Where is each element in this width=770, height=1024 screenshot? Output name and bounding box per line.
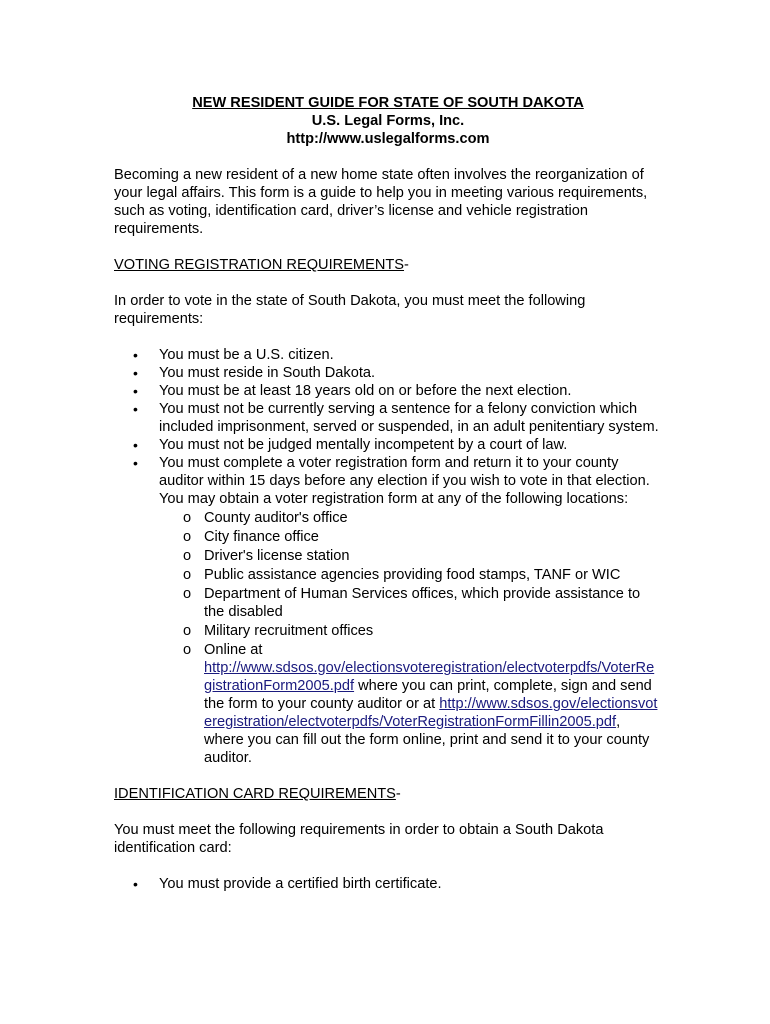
sub-bullet-icon: o	[183, 586, 192, 602]
sub-bullet-icon: o	[183, 548, 192, 564]
sub-list-item	[159, 547, 662, 565]
document-header	[114, 94, 662, 148]
sub-bullet-icon: o	[183, 510, 192, 526]
sub-list-item-text: City finance office	[204, 529, 319, 545]
list-item	[114, 436, 662, 454]
list-item-text: You must not be judged mentally incompetent by a court of law.	[159, 437, 568, 453]
idcard-heading	[114, 785, 662, 803]
online-suffix: , where you can fill out the form online, print and send it to your county auditor.	[204, 714, 650, 766]
sub-list-item	[159, 622, 662, 640]
list-item	[114, 364, 662, 382]
sub-list-item	[159, 528, 662, 546]
sub-bullet-icon: o	[183, 642, 192, 658]
voting-requirements-list	[114, 346, 662, 767]
sub-list-item-text: Public assistance agencies providing food stamps, TANF or WIC	[204, 567, 621, 583]
sub-bullet-icon: o	[183, 623, 192, 639]
voting-heading-text: VOTING REGISTRATION REQUIREMENTS	[114, 257, 405, 273]
sub-list-item-text: County auditor's office	[204, 510, 348, 526]
bullet-icon: •	[133, 383, 138, 399]
list-item-text: You must be a U.S. citizen.	[159, 347, 334, 363]
list-item	[114, 454, 662, 767]
sub-list-item	[159, 585, 662, 621]
bullet-icon: •	[133, 401, 138, 417]
list-item	[114, 875, 662, 893]
intro-paragraph: Becoming a new resident of a new home state often involves the reorganization of your legal affairs. This form is a guide to help you in meeting various requirements, such as voting, identification card, driver’s license and vehicle registration requirements.	[114, 167, 648, 237]
idcard-heading-suffix: -	[395, 786, 401, 802]
bullet-icon: •	[133, 365, 138, 381]
idcard-requirements-list	[114, 875, 662, 893]
list-item-text: You must reside in South Dakota.	[159, 365, 376, 381]
bullet-icon: •	[133, 455, 138, 471]
list-item-text: You must not be currently serving a sentence for a felony conviction which included imprisonment, served or suspended, in an adult penitentiary system.	[159, 401, 659, 435]
online-middle: where you can print, complete, sign and send the form to your county auditor or at	[204, 678, 652, 712]
voting-heading-suffix: -	[404, 257, 409, 273]
list-item-text: You must provide a certified birth certificate.	[159, 876, 442, 892]
sub-list-item	[159, 566, 662, 584]
bullet-icon: •	[133, 876, 138, 892]
bullet-icon: •	[133, 437, 138, 453]
list-item-text: You must complete a voter registration form and return it to your county auditor within 15 days before any election if you wish to vote in that election. You may obtain a voter registration form at any of the following locations:	[159, 455, 650, 507]
idcard-heading-text: IDENTIFICATION CARD REQUIREMENTS	[114, 786, 396, 802]
list-item-text: You must be at least 18 years old on or before the next election.	[159, 383, 572, 399]
company-website: http://www.uslegalforms.com	[286, 131, 490, 147]
voter-registration-fillin-link[interactable]: http://www.sdsos.gov/electionsvoteregistration/electvoterpdfs/VoterRegistrationFormFillin2005.pdf	[204, 696, 658, 730]
voting-heading	[114, 256, 662, 274]
list-item	[114, 400, 662, 436]
sub-bullet-icon: o	[183, 567, 192, 583]
sub-list-item-text: Department of Human Services offices, which provide assistance to the disabled	[204, 586, 641, 620]
voting-lead: In order to vote in the state of South Dakota, you must meet the following requirements:	[114, 293, 586, 327]
voter-registration-form-link[interactable]: http://www.sdsos.gov/electionsvoteregistration/electvoterpdfs/VoterRegistrationForm2005.pdf	[204, 660, 655, 694]
sub-list-item-online	[159, 641, 662, 767]
sub-bullet-icon: o	[183, 529, 192, 545]
bullet-icon: •	[133, 347, 138, 363]
registration-locations-list	[159, 509, 662, 767]
online-prefix: Online at	[204, 642, 263, 658]
document-title: NEW RESIDENT GUIDE FOR STATE OF SOUTH DAKOTA	[192, 95, 584, 111]
company-name: U.S. Legal Forms, Inc.	[311, 113, 465, 129]
document-page	[114, 94, 662, 893]
sub-list-item-text: Driver's license station	[204, 548, 350, 564]
sub-list-item-text: Military recruitment offices	[204, 623, 374, 639]
sub-list-item	[159, 509, 662, 527]
list-item	[114, 346, 662, 364]
idcard-lead: You must meet the following requirements in order to obtain a South Dakota identification card:	[114, 822, 604, 856]
list-item	[114, 382, 662, 400]
